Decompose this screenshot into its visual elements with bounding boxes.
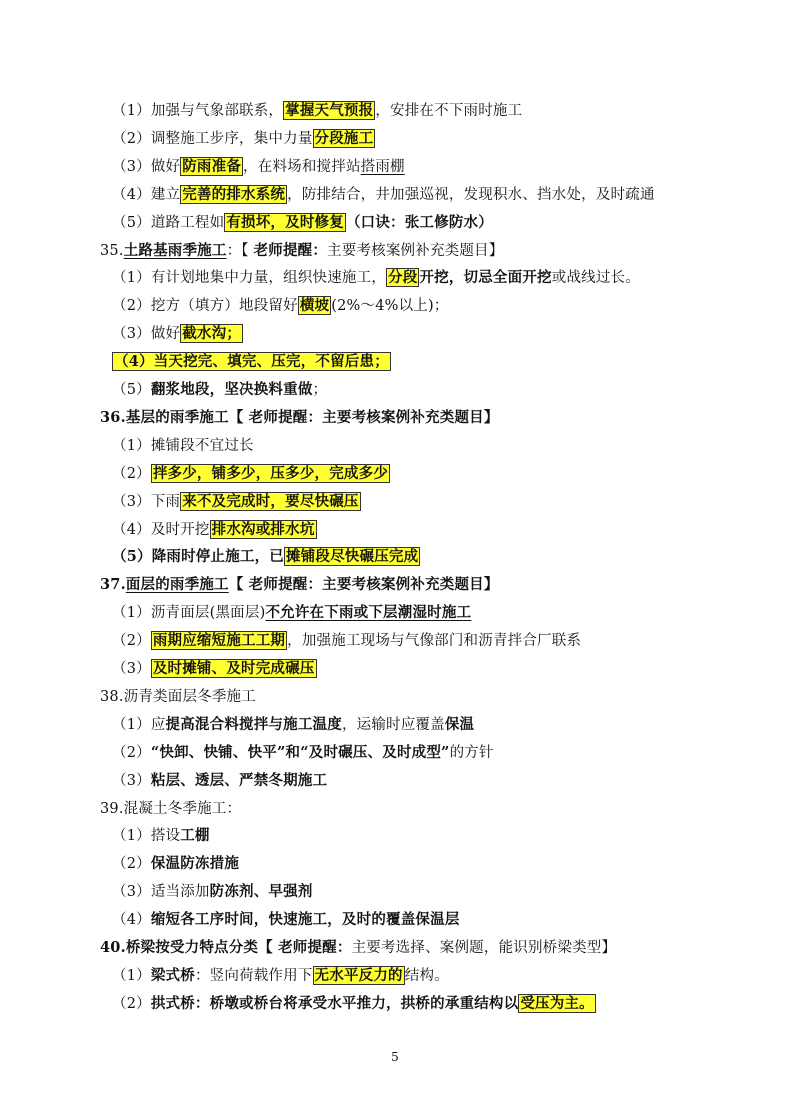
list-item bbox=[112, 628, 581, 654]
text-segment: 缩短各工序时间，快速施工，及时的覆盖保温层 bbox=[150, 911, 460, 929]
list-item bbox=[112, 182, 655, 208]
highlighted-text: 拌多少，铺多少，压多少，完成多少 bbox=[152, 464, 389, 482]
text-segment: 36.基层的雨季施工【 老师提醒：主要考核案例补充类题目】 bbox=[100, 408, 499, 426]
list-item bbox=[112, 600, 471, 626]
highlighted-text: 分段施工 bbox=[314, 129, 374, 147]
highlighted-text: （4）当天挖完、填完、压完，不留后患； bbox=[114, 353, 389, 371]
text-segment: 老师提醒： bbox=[253, 241, 328, 259]
text-segment: 【 老师提醒：主要考核案例补充类题目】 bbox=[228, 576, 499, 594]
highlighted-text: 完善的排水系统 bbox=[182, 185, 286, 203]
text-segment: 保温防冻措施 bbox=[150, 855, 240, 873]
list-item bbox=[112, 265, 640, 291]
text-segment: （1） bbox=[112, 967, 151, 984]
text-segment: 37. bbox=[100, 576, 126, 594]
text-segment: ：【 bbox=[226, 242, 254, 259]
highlighted-text: 雨期应缩短施工工期 bbox=[152, 632, 286, 650]
list-item bbox=[112, 321, 243, 347]
highlighted-text: 有损坏，及时修复 bbox=[226, 213, 344, 231]
list-item bbox=[112, 349, 391, 375]
section-heading bbox=[100, 572, 499, 598]
text-segment: 40.桥梁按受力特点分类【 老师提醒： bbox=[100, 939, 352, 956]
text-segment: （1）摊铺段不宜过长 bbox=[112, 437, 254, 454]
section-heading bbox=[100, 405, 499, 431]
text-segment: （3） bbox=[112, 772, 151, 789]
section-heading bbox=[100, 238, 503, 264]
text-segment: 面层的雨季施工 bbox=[125, 576, 229, 594]
text-segment: “快卸、快铺、快平”和“及时碾压、及时成型” bbox=[150, 743, 450, 761]
text-segment: 的方针 bbox=[449, 744, 494, 761]
text-segment: 主要考核案例补充类题目】 bbox=[327, 242, 504, 259]
text-segment: ，运输时应覆盖 bbox=[341, 716, 445, 733]
text-segment: 梁式桥 bbox=[150, 966, 195, 984]
text-segment: 土路基雨季施工 bbox=[123, 241, 227, 259]
text-segment: （2）挖方（填方）地段留好 bbox=[112, 298, 298, 315]
text-segment: （2） bbox=[112, 856, 151, 873]
text-segment: 结构。 bbox=[404, 967, 449, 984]
text-segment: （4） bbox=[112, 912, 151, 929]
text-segment: ，安排在不下雨时施工 bbox=[375, 103, 523, 119]
highlighted-text: 来不及完成时，要尽快碾压 bbox=[182, 492, 359, 510]
text-segment: （5）降雨时停止施工，已 bbox=[112, 548, 284, 566]
text-segment: （3）适当添加 bbox=[112, 884, 210, 901]
text-segment: （1）搭设 bbox=[112, 828, 181, 845]
page-number: 5 bbox=[391, 1050, 399, 1064]
text-segment: （5）道路工程如 bbox=[112, 214, 225, 231]
text-segment: 主要考选择、案例题，能识别桥梁类型】 bbox=[351, 940, 617, 956]
text-segment: 35. bbox=[100, 242, 124, 259]
section-heading bbox=[100, 935, 616, 961]
list-item bbox=[112, 154, 405, 180]
highlighted-text: 无水平反力的 bbox=[314, 966, 403, 984]
highlighted-text: 排水沟或排水坑 bbox=[211, 520, 315, 538]
list-item bbox=[112, 991, 596, 1017]
text-segment: 提高混合料搅拌与施工温度 bbox=[165, 715, 342, 733]
highlighted-text: 防雨准备 bbox=[182, 157, 242, 175]
text-segment: （1）应 bbox=[112, 716, 166, 733]
text-segment: （口诀：张工修防水） bbox=[345, 213, 493, 231]
text-segment: 39.混凝土冬季施工： bbox=[100, 800, 242, 817]
text-segment: （1）有计划地集中力量，组织快速施工， bbox=[112, 270, 387, 287]
list-item bbox=[112, 377, 327, 403]
text-segment: 或战线过长。 bbox=[551, 270, 640, 287]
text-segment: ； bbox=[312, 382, 328, 398]
list-item bbox=[112, 656, 317, 682]
highlighted-text: 分段 bbox=[388, 269, 418, 287]
text-segment: 开挖，切忌全面开挖 bbox=[419, 269, 552, 287]
highlighted-text: 摊铺段尽快碾压完成 bbox=[286, 548, 419, 566]
section-heading bbox=[100, 796, 241, 822]
list-item bbox=[112, 768, 327, 794]
list-item bbox=[112, 517, 317, 543]
list-item bbox=[112, 126, 375, 152]
text-segment: （4）建立 bbox=[112, 186, 181, 203]
list-item bbox=[112, 489, 361, 515]
text-segment: 保温 bbox=[444, 715, 475, 733]
highlighted-text: 及时摊铺、及时完成碾压 bbox=[152, 660, 315, 677]
list-item bbox=[112, 823, 210, 849]
list-item bbox=[112, 461, 390, 487]
text-segment: （3）做好 bbox=[112, 326, 181, 343]
text-segment: （3）下雨 bbox=[112, 493, 181, 510]
text-segment: 搭雨棚 bbox=[360, 158, 405, 175]
text-segment: （2）调整施工步序，集中力量 bbox=[112, 130, 313, 147]
text-segment: 防冻剂、早强剂 bbox=[209, 883, 313, 901]
highlighted-text: 横坡 bbox=[299, 297, 330, 315]
list-item bbox=[112, 210, 493, 236]
text-segment: 拱式桥：桥墩或桥台将承受水平推力，拱桥的承重结构以 bbox=[150, 994, 519, 1012]
list-item bbox=[112, 712, 474, 738]
text-segment: ，加强施工现场与气像部门和沥青拌合厂联系 bbox=[287, 633, 582, 650]
text-segment: 翻浆地段，坚决换料重做 bbox=[150, 381, 313, 398]
text-segment: （3） bbox=[112, 661, 151, 677]
list-item bbox=[112, 433, 254, 459]
text-segment: 工棚 bbox=[180, 827, 210, 845]
text-segment: （2） bbox=[112, 995, 151, 1012]
text-segment: （1）沥青面层(黑面层) bbox=[112, 605, 266, 622]
list-item bbox=[112, 740, 494, 766]
text-segment: （3）做好 bbox=[112, 158, 181, 175]
list-item bbox=[112, 907, 460, 933]
text-segment: 不允许在下雨或下层潮湿时施工 bbox=[265, 604, 472, 622]
section-heading bbox=[100, 684, 256, 710]
text-segment: 38.沥青类面层冬季施工 bbox=[100, 688, 256, 705]
list-item bbox=[112, 98, 522, 124]
list-item bbox=[112, 879, 313, 905]
text-segment: ，防排结合，井加强巡视，发现积水、挡水处，及时疏通 bbox=[287, 186, 655, 203]
highlighted-text: 截水沟； bbox=[182, 325, 242, 343]
text-segment: （4）及时开挖 bbox=[112, 521, 210, 538]
highlighted-text: 掌握天气预报 bbox=[285, 102, 374, 119]
list-item bbox=[112, 544, 420, 570]
list-item bbox=[112, 293, 449, 319]
text-segment: （2） bbox=[112, 465, 151, 482]
text-segment: （1）加强与气象部联系， bbox=[112, 103, 284, 119]
text-segment: ：竖向荷载作用下 bbox=[194, 967, 313, 984]
text-segment: ，在料场和搅拌站 bbox=[243, 158, 361, 175]
text-segment: （2） bbox=[112, 744, 151, 761]
text-segment: (2%～4%以上)； bbox=[331, 298, 449, 315]
list-item bbox=[112, 963, 449, 989]
text-segment: （2） bbox=[112, 633, 151, 650]
highlighted-text: 受压为主。 bbox=[520, 994, 594, 1012]
text-segment: 粘层、透层、严禁冬期施工 bbox=[150, 771, 328, 789]
text-segment: （5） bbox=[112, 382, 151, 398]
list-item bbox=[112, 851, 239, 877]
